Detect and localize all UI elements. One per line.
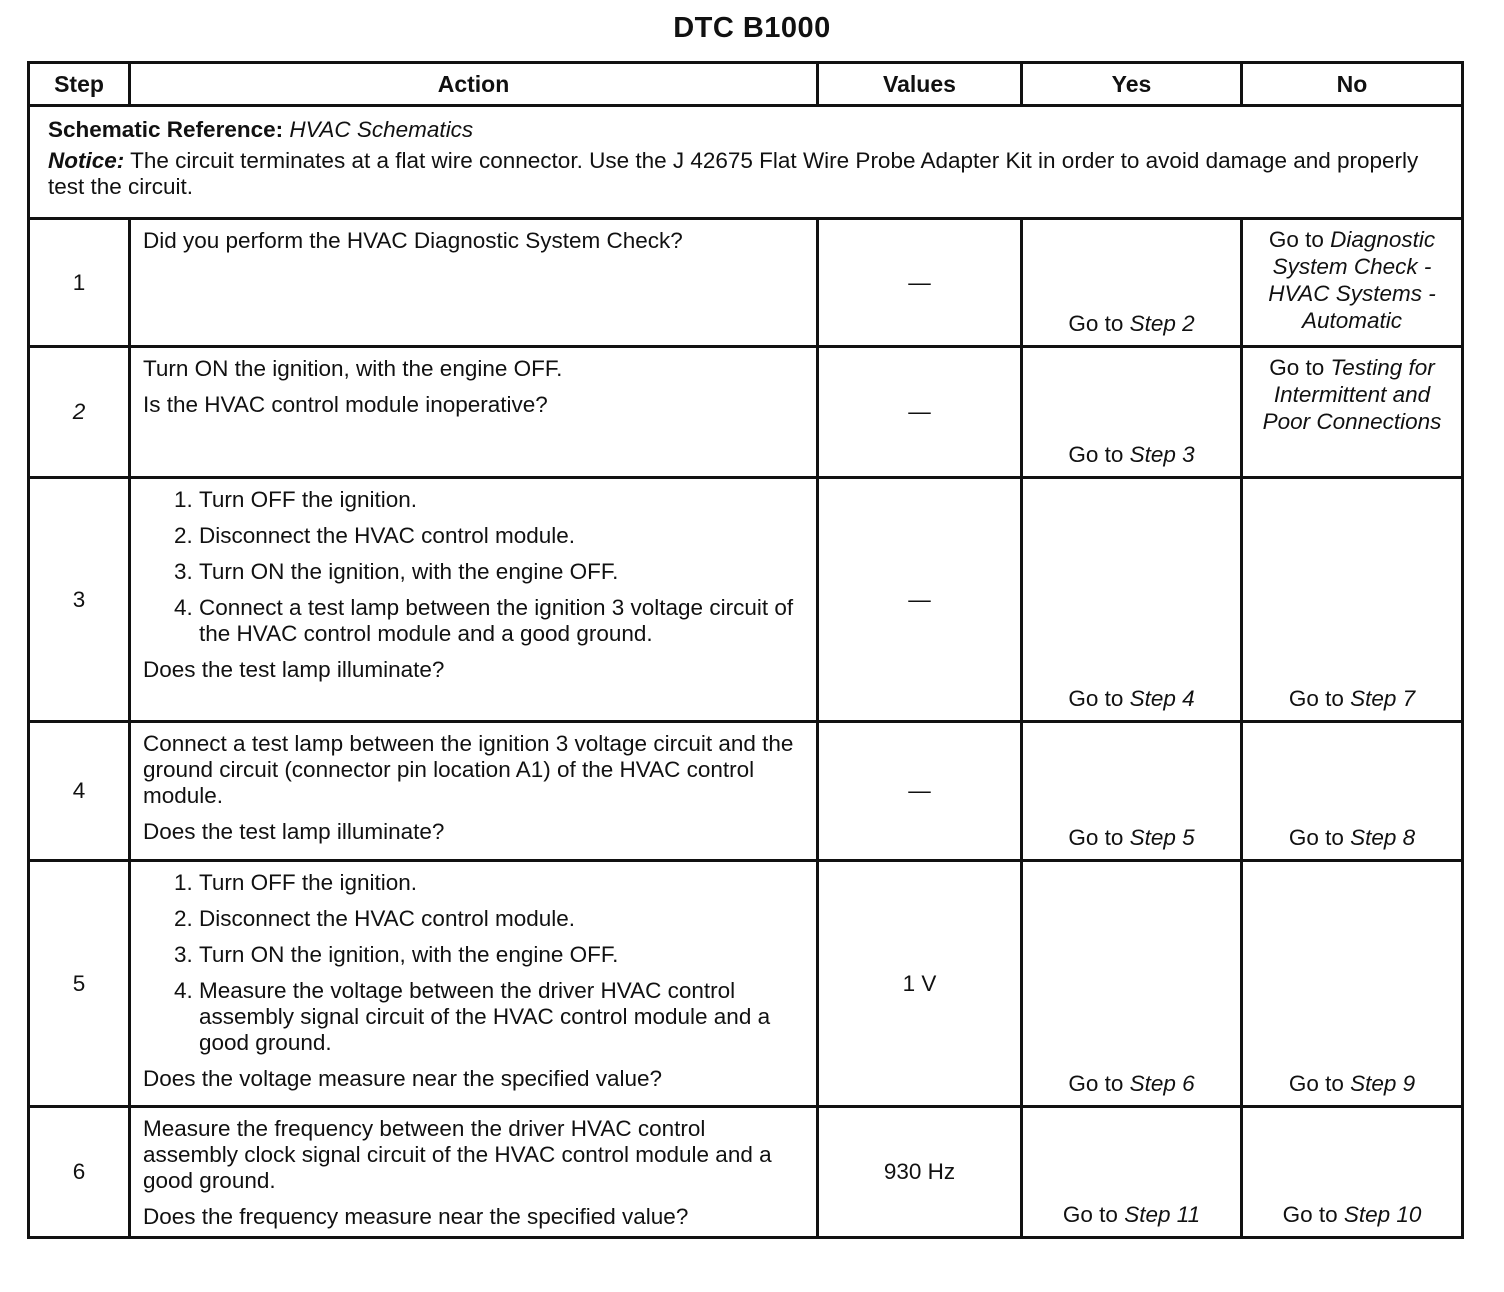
no-cell xyxy=(1242,347,1463,478)
yes-prefix: Go to xyxy=(1068,686,1130,711)
yes-prefix: Go to xyxy=(1068,442,1130,467)
action-list xyxy=(143,487,804,647)
header-no: No xyxy=(1242,63,1463,106)
yes-prefix: Go to xyxy=(1068,1071,1130,1096)
yes-cell xyxy=(1022,347,1242,478)
action-question: Does the test lamp illuminate? xyxy=(143,819,445,844)
no-prefix: Go to xyxy=(1288,1071,1351,1096)
action-cell xyxy=(130,347,818,478)
yes-link[interactable]: Step 2 xyxy=(1129,311,1195,336)
table-row xyxy=(29,722,1463,861)
value-cell: — xyxy=(818,347,1022,478)
step-number: 4 xyxy=(29,722,130,861)
yes-link[interactable]: Step 6 xyxy=(1129,1071,1195,1096)
yes-prefix: Go to xyxy=(1068,311,1130,336)
header-yes: Yes xyxy=(1022,63,1242,106)
action-list-item: 3. Turn ON the ignition, with the engine OFF. xyxy=(199,559,804,585)
action-cell xyxy=(130,722,818,861)
value-cell: — xyxy=(818,722,1022,861)
action-list-item: 1. Turn OFF the ignition. xyxy=(199,870,804,896)
yes-link[interactable]: Step 3 xyxy=(1129,442,1195,467)
value-cell: 1 V xyxy=(818,861,1022,1107)
header-action: Action xyxy=(130,63,818,106)
notice-label: Notice: xyxy=(48,148,125,173)
no-link[interactable]: Step 10 xyxy=(1343,1202,1422,1227)
diagnostic-table xyxy=(27,61,1464,1239)
yes-cell xyxy=(1022,1107,1242,1238)
notes-cell xyxy=(29,106,1463,219)
value-cell: 930 Hz xyxy=(818,1107,1022,1238)
action-question: Does the voltage measure near the specified value? xyxy=(143,1066,663,1091)
no-link[interactable]: Testing for Intermittent and Poor Connections xyxy=(1262,355,1442,434)
yes-prefix: Go to xyxy=(1062,1202,1125,1227)
notice-text: The circuit terminates at a flat wire connector. Use the J 42675 Flat Wire Probe Adapter Kit in order to avoid damage and properly test the circuit. xyxy=(48,148,1419,199)
no-link[interactable]: Step 7 xyxy=(1350,686,1416,711)
yes-cell xyxy=(1022,861,1242,1107)
action-list-item: 3. Turn ON the ignition, with the engine OFF. xyxy=(199,942,804,968)
schematic-link[interactable]: HVAC Schematics xyxy=(289,117,474,142)
value-cell: — xyxy=(818,219,1022,347)
table-row xyxy=(29,219,1463,347)
action-text: Connect a test lamp between the ignition 3 voltage circuit and the ground circuit (connector pin location A1) of the HVAC control module. xyxy=(143,731,794,808)
step-number: 3 xyxy=(29,478,130,722)
action-text: Measure the frequency between the driver HVAC control assembly clock signal circuit of the HVAC control module and a good ground. xyxy=(143,1116,772,1193)
no-cell xyxy=(1242,722,1463,861)
no-prefix: Go to xyxy=(1288,686,1351,711)
no-prefix: Go to xyxy=(1269,355,1331,380)
schematic-label: Schematic Reference: xyxy=(48,117,284,142)
action-list-item: 2. Disconnect the HVAC control module. xyxy=(199,523,804,549)
action-list xyxy=(143,870,804,1056)
table-row xyxy=(29,861,1463,1107)
no-prefix: Go to xyxy=(1282,1202,1344,1227)
table-row xyxy=(29,478,1463,722)
header-step: Step xyxy=(29,63,130,106)
notes-row xyxy=(29,106,1463,219)
action-list-item: 1. Turn OFF the ignition. xyxy=(199,487,804,513)
notice xyxy=(48,148,1447,200)
step-number: 6 xyxy=(29,1107,130,1238)
no-cell xyxy=(1242,219,1463,347)
action-list-item: 4. Connect a test lamp between the ignition 3 voltage circuit of the HVAC control module and a good ground. xyxy=(199,595,804,647)
no-link[interactable]: Step 8 xyxy=(1350,825,1416,850)
action-question: Does the test lamp illuminate? xyxy=(143,657,445,682)
yes-link[interactable]: Step 5 xyxy=(1129,825,1195,850)
schematic-reference xyxy=(48,115,1447,145)
yes-cell xyxy=(1022,722,1242,861)
yes-cell xyxy=(1022,219,1242,347)
table-row xyxy=(29,347,1463,478)
no-prefix: Go to xyxy=(1288,825,1351,850)
no-cell xyxy=(1242,861,1463,1107)
no-link[interactable]: Diagnostic System Check - HVAC Systems - Automatic xyxy=(1268,227,1436,333)
action-cell xyxy=(130,478,818,722)
action-list-item: 2. Disconnect the HVAC control module. xyxy=(199,906,804,932)
step-number: 1 xyxy=(29,219,130,347)
header-row xyxy=(29,63,1463,106)
page-title: DTC B1000 xyxy=(673,12,831,44)
step-number: 2 xyxy=(29,347,130,478)
action-cell xyxy=(130,861,818,1107)
header-values: Values xyxy=(818,63,1022,106)
table-row xyxy=(29,1107,1463,1238)
value-cell: — xyxy=(818,478,1022,722)
action-list-item: 4. Measure the voltage between the driver HVAC control assembly signal circuit of the HVAC control module and a good ground. xyxy=(199,978,804,1056)
yes-prefix: Go to xyxy=(1068,825,1130,850)
no-cell xyxy=(1242,1107,1463,1238)
action-text: Is the HVAC control module inoperative? xyxy=(143,392,548,417)
action-cell xyxy=(130,219,818,347)
yes-cell xyxy=(1022,478,1242,722)
action-cell xyxy=(130,1107,818,1238)
no-link[interactable]: Step 9 xyxy=(1350,1071,1416,1096)
step-number: 5 xyxy=(29,861,130,1107)
yes-link[interactable]: Step 4 xyxy=(1129,686,1195,711)
no-prefix: Go to xyxy=(1268,227,1331,252)
action-question: Does the frequency measure near the specified value? xyxy=(143,1204,689,1229)
yes-link[interactable]: Step 11 xyxy=(1124,1202,1201,1227)
action-text: Did you perform the HVAC Diagnostic System Check? xyxy=(143,228,683,253)
no-cell xyxy=(1242,478,1463,722)
action-text: Turn ON the ignition, with the engine OFF. xyxy=(143,356,563,381)
